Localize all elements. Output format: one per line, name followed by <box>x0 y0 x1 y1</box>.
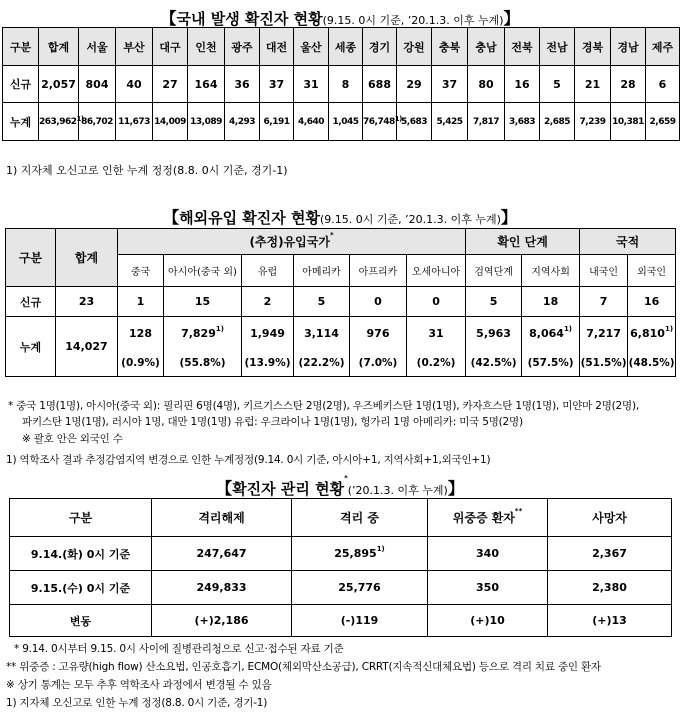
management-subtitle: (’20.1.3. 이후 누계) <box>347 484 448 497</box>
management-header <box>152 499 292 537</box>
domestic-cum-value <box>260 103 294 141</box>
management-row-914 <box>10 537 672 571</box>
domestic-new-value-text: 804 <box>85 77 109 91</box>
domestic-header <box>540 28 575 66</box>
imported-subheader <box>118 255 164 287</box>
imported-cum-value <box>118 317 164 351</box>
management-note-1: * 9.14. 0시부터 9.15. 0시 사이에 질병관리청으로 신고·접수된 자료 기준 <box>14 643 344 655</box>
management-row-label <box>10 605 152 637</box>
imported-pct-value-text: (7.0%) <box>358 357 398 370</box>
domestic-new-value-text: 37 <box>268 77 285 91</box>
domestic-header <box>225 28 260 66</box>
imported-pct-value <box>294 351 350 377</box>
domestic-new-value <box>505 66 540 103</box>
imported-subheader-text: 외국인 <box>637 267 667 278</box>
domestic-header-text: 전남 <box>546 40 568 54</box>
imported-pct-value <box>407 351 466 377</box>
domestic-cum-value-text: 5,683 <box>401 116 427 127</box>
management-value-text: 247,647 <box>196 547 247 560</box>
imported-subheader-text: 검역단계 <box>474 267 513 278</box>
imported-new-total <box>56 287 118 317</box>
domestic-cum-value-text: 10,381 <box>612 116 644 127</box>
domestic-cum-value <box>188 103 225 141</box>
imported-pct-value <box>118 351 164 377</box>
domestic-new-value-text: 16 <box>514 77 530 91</box>
management-value <box>152 605 292 637</box>
management-row-label-text: 9.14.(화) 0시 기준 <box>30 547 131 561</box>
management-value-text: 249,833 <box>196 581 247 594</box>
imported-cum-value <box>294 317 350 351</box>
domestic-cum-value-text: 13,089 <box>190 116 222 127</box>
management-table <box>9 498 672 637</box>
imported-pct-value-text: (57.5%) <box>527 357 574 370</box>
imported-cum-value-text: 5,963 <box>476 327 511 341</box>
imported-subheader <box>466 255 522 287</box>
management-title-text: 확진자 관리 현황 <box>232 480 345 498</box>
domestic-header <box>575 28 611 66</box>
imported-subheader-text: 오세아니아 <box>411 267 461 278</box>
imported-new-value <box>522 287 580 317</box>
management-header <box>428 499 548 537</box>
imported-subheader <box>580 255 628 287</box>
domestic-new-value <box>39 66 79 103</box>
domestic-new-value-text: 40 <box>126 77 142 91</box>
domestic-header <box>329 28 363 66</box>
management-value <box>428 537 548 571</box>
domestic-header-text: 경기 <box>368 40 391 54</box>
domestic-cum-value <box>39 103 84 141</box>
domestic-cum-value <box>329 103 363 141</box>
management-row-label <box>10 571 152 605</box>
domestic-header-text: 세종 <box>334 40 357 54</box>
domestic-header-text: 서울 <box>86 40 108 54</box>
imported-title: 【해외유입 확진자 현황(9.15. 0시 기준, ’20.1.3. 이후 누계)】 <box>163 208 517 227</box>
management-value <box>292 605 428 637</box>
domestic-header-text: 광주 <box>231 40 253 54</box>
domestic-new-value-text: 688 <box>368 77 391 91</box>
management-value <box>152 571 292 605</box>
domestic-header-text: 인천 <box>195 40 217 54</box>
imported-cum-value <box>242 317 294 351</box>
imported-pct-value-text: (48.5%) <box>628 357 675 370</box>
domestic-header <box>116 28 153 66</box>
domestic-cum-row <box>3 103 680 141</box>
management-value-text: 25,895 <box>334 547 377 560</box>
imported-new-value-text: 5 <box>317 295 326 308</box>
imported-cum-label-text: 누계 <box>19 340 42 354</box>
imported-cum-value <box>466 317 522 351</box>
management-value <box>292 537 428 571</box>
imported-cum-value-footnote: 1) <box>664 325 674 334</box>
domestic-cum-value-text: 4,640 <box>298 116 324 127</box>
domestic-header <box>260 28 294 66</box>
management-value <box>428 571 548 605</box>
domestic-new-value <box>363 66 397 103</box>
domestic-header-text: 대전 <box>265 40 288 54</box>
domestic-new-value-text: 164 <box>194 77 218 91</box>
management-note-2: ** 위중증 : 고유량(high flow) 산소요법, 인공호흡기, ECMO(체외막산소공급), CRRT(지속적신대체요법) 등으로 격리 치료 중인 환자 <box>6 661 601 673</box>
management-value-text: (-)119 <box>340 614 379 627</box>
management-value-text: 350 <box>476 581 499 594</box>
imported-new-value-text: 5 <box>489 295 498 308</box>
imported-cum-value-text: 128 <box>129 327 152 341</box>
imported-new-value-text: 1 <box>136 295 145 308</box>
imported-new-value <box>628 287 676 317</box>
domestic-header <box>188 28 225 66</box>
imported-pct-value-text: (13.9%) <box>244 357 291 370</box>
domestic-new-value-text: 37 <box>441 77 458 91</box>
domestic-cum-value-footnote: 1) <box>394 114 402 123</box>
imported-new-value <box>407 287 466 317</box>
domestic-header-text: 울산 <box>300 40 322 54</box>
imported-new-value-text: 7 <box>599 295 608 308</box>
domestic-new-value-text: 28 <box>620 77 636 91</box>
domestic-header <box>39 28 79 66</box>
domestic-new-value-text: 36 <box>234 77 250 91</box>
domestic-new-value <box>329 66 363 103</box>
domestic-new-value-text: 31 <box>303 77 319 91</box>
imported-note-3: ※ 괄호 안은 외국인 수 <box>22 433 123 445</box>
domestic-header-text: 충북 <box>438 40 461 54</box>
imported-group-stage: 확인 단계 <box>466 229 580 255</box>
imported-subheader <box>164 255 242 287</box>
imported-col-total: 합계 <box>56 229 118 287</box>
domestic-header <box>468 28 505 66</box>
imported-cum-total-text: 14,027 <box>65 340 108 353</box>
management-value <box>152 537 292 571</box>
imported-pct-value-text: (42.5%) <box>470 357 517 370</box>
domestic-cum-value-text: 7,817 <box>473 116 499 127</box>
domestic-cum-value <box>76 103 116 141</box>
imported-note-4: 1) 역학조사 결과 추정감염지역 변경으로 인한 누계정정(9.14. 0시 기준, 아시아+1, 지역사회+1,외국인+1) <box>6 454 491 466</box>
domestic-header-text: 경북 <box>581 40 604 54</box>
imported-subheader <box>242 255 294 287</box>
imported-cum-label <box>6 317 56 377</box>
domestic-new-value <box>260 66 294 103</box>
domestic-cum-value-text: 7,239 <box>579 116 606 127</box>
imported-cum-value <box>628 317 676 351</box>
domestic-header-text: 충남 <box>475 40 497 54</box>
imported-subheader <box>350 255 407 287</box>
management-value-text: 25,776 <box>338 581 381 594</box>
imported-new-value-text: 2 <box>263 295 272 308</box>
domestic-cum-value-text: 11,673 <box>118 116 150 127</box>
domestic-new-value-text: 29 <box>406 77 422 91</box>
imported-title-text: 해외유입 확진자 현황 <box>179 209 320 227</box>
domestic-new-value-text: 27 <box>162 77 178 91</box>
domestic-cum-label-text: 누계 <box>9 115 32 129</box>
imported-new-value-text: 16 <box>643 295 660 308</box>
domestic-header <box>505 28 540 66</box>
management-header-text: 구분 <box>68 511 93 525</box>
management-note-4: 1) 지자체 오신고로 인한 누계 정정(8.8. 0시 기준, 경기-1) <box>6 697 268 709</box>
management-value-footnote: 1) <box>376 545 385 553</box>
imported-cum-value-text: 8,064 <box>529 327 564 341</box>
management-value <box>292 571 428 605</box>
domestic-new-value <box>575 66 611 103</box>
management-value <box>548 605 672 637</box>
domestic-header-text: 합계 <box>47 40 70 54</box>
domestic-cum-value-text: 1,045 <box>332 116 359 127</box>
imported-new-total-text: 23 <box>78 295 95 308</box>
management-value-text: 340 <box>476 547 499 560</box>
imported-pct-value <box>522 351 580 377</box>
management-row-label-text: 변동 <box>69 614 92 628</box>
domestic-table <box>2 27 680 141</box>
domestic-header-text: 대구 <box>159 40 181 54</box>
imported-new-value <box>242 287 294 317</box>
domestic-new-value-text: 2,057 <box>41 77 76 91</box>
imported-new-value <box>118 287 164 317</box>
imported-note-1: * 중국 1명(1명), 아시아(중국 외): 필리핀 6명(4명), 키르기스스탄 2명(2명), 우즈베키스탄 1명(1명), 카자흐스탄 1명(1명), 미얀마 2명(2명), <box>8 400 640 412</box>
management-value-text: (+)13 <box>592 614 627 627</box>
imported-new-value <box>164 287 242 317</box>
imported-pct-value-text: (55.8%) <box>179 357 226 370</box>
imported-group-country-label: (추정)유입국가 <box>249 235 330 249</box>
management-header-text: 사망자 <box>592 511 627 525</box>
domestic-header-text: 강원 <box>403 40 425 54</box>
domestic-new-value <box>611 66 646 103</box>
imported-subheader-text: 지역사회 <box>531 267 570 278</box>
imported-cum-value-text: 3,114 <box>304 327 339 341</box>
domestic-note: 1) 지자체 오신고로 인한 누계 정정(8.8. 0시 기준, 경기-1) <box>6 164 288 177</box>
domestic-header <box>432 28 468 66</box>
imported-pct-value <box>242 351 294 377</box>
domestic-cum-value <box>505 103 540 141</box>
domestic-cum-value-text: 263,962 <box>39 116 77 127</box>
imported-cum-value <box>407 317 466 351</box>
domestic-header-text: 전북 <box>511 40 533 54</box>
domestic-cum-value <box>575 103 611 141</box>
domestic-new-value <box>540 66 575 103</box>
imported-subheader-text: 아프리카 <box>358 267 398 278</box>
imported-cum-value-text: 31 <box>428 327 444 341</box>
domestic-cum-value-text: 2,685 <box>544 116 570 127</box>
domestic-cum-value-text: 3,683 <box>509 116 535 127</box>
domestic-header-text: 구분 <box>9 40 32 54</box>
imported-group-nationality: 국적 <box>580 229 676 255</box>
domestic-cum-value-text: 86,702 <box>81 116 113 127</box>
domestic-header <box>3 28 39 66</box>
imported-cum-row <box>6 317 676 351</box>
domestic-header <box>79 28 116 66</box>
imported-new-label <box>6 287 56 317</box>
domestic-cum-value <box>225 103 260 141</box>
imported-cum-value-text: 1,949 <box>250 327 285 341</box>
domestic-cum-value <box>468 103 505 141</box>
imported-group-country <box>118 229 466 255</box>
imported-group-country-sup: * <box>329 231 334 239</box>
imported-new-value <box>580 287 628 317</box>
management-title-sup: * <box>344 474 348 482</box>
imported-subheader-text: 내국인 <box>589 267 619 278</box>
imported-subheader <box>522 255 580 287</box>
domestic-subtitle: (9.15. 0시 기준, ’20.1.3. 이후 누계) <box>322 14 504 27</box>
management-value-text: (+)2,186 <box>194 614 249 627</box>
imported-pct-value-text: (0.9%) <box>121 357 160 370</box>
management-value-text: 2,367 <box>592 547 627 560</box>
imported-new-label-text: 신규 <box>19 295 42 309</box>
domestic-cum-value <box>363 103 402 141</box>
domestic-header-text: 경남 <box>617 40 639 54</box>
management-row-915 <box>10 571 672 605</box>
domestic-new-value-text: 6 <box>658 77 667 91</box>
imported-pct-value-text: (22.2%) <box>298 357 345 370</box>
domestic-new-value <box>646 66 680 103</box>
management-row-change <box>10 605 672 637</box>
domestic-cum-value-text: 6,191 <box>263 116 290 127</box>
management-header <box>10 499 152 537</box>
imported-table <box>5 228 676 377</box>
imported-new-value-text: 15 <box>194 295 211 308</box>
domestic-cum-value-text: 4,293 <box>229 116 255 127</box>
domestic-title-text: 국내 발생 확진자 현황 <box>176 10 323 28</box>
imported-new-value <box>294 287 350 317</box>
imported-cum-value-text: 976 <box>366 327 390 341</box>
imported-new-value-text: 0 <box>374 295 382 308</box>
domestic-new-label <box>3 66 39 103</box>
domestic-new-value <box>397 66 432 103</box>
management-value-text: (+)10 <box>470 614 505 627</box>
domestic-new-value <box>116 66 153 103</box>
imported-subheader <box>628 255 676 287</box>
management-value <box>548 537 672 571</box>
imported-header-row1 <box>6 229 676 255</box>
domestic-new-value <box>153 66 188 103</box>
management-header-row <box>10 499 672 537</box>
imported-pct-value-text: (0.2%) <box>416 357 456 370</box>
imported-subheader-text: 유럽 <box>257 267 278 278</box>
imported-cum-value-footnote: 1) <box>563 325 573 334</box>
imported-cum-value <box>350 317 407 351</box>
management-note-3: ※ 상기 통계는 모두 추후 역학조사 과정에서 변경될 수 있음 <box>6 679 272 691</box>
domestic-new-value <box>188 66 225 103</box>
domestic-cum-value <box>540 103 575 141</box>
domestic-cum-label <box>3 103 39 141</box>
domestic-header <box>363 28 397 66</box>
domestic-new-value <box>468 66 505 103</box>
imported-subheader-text: 아시아(중국 외) <box>168 267 237 278</box>
domestic-cum-value <box>116 103 153 141</box>
imported-col-gubun: 구분 <box>6 229 56 287</box>
domestic-cum-value-text: 14,009 <box>154 116 186 127</box>
imported-new-value <box>466 287 522 317</box>
imported-note-2: 파키스탄 1명(1명), 러시아 1명, 대만 1명(1명) 유럽: 우크라이나 1명(1명), 헝가리 1명 아메리카: 미국 5명(2명) <box>22 416 523 428</box>
domestic-new-value <box>79 66 116 103</box>
imported-subheader <box>294 255 350 287</box>
management-header-footnote: ** <box>514 507 523 515</box>
domestic-cum-value <box>611 103 646 141</box>
imported-pct-value <box>466 351 522 377</box>
imported-subtitle: (9.15. 0시 기준, ’20.1.3. 이후 누계) <box>319 213 501 226</box>
imported-cum-value-text: 7,829 <box>181 327 216 341</box>
domestic-new-value-text: 8 <box>341 77 350 91</box>
domestic-cum-value <box>432 103 468 141</box>
domestic-cum-value <box>646 103 680 141</box>
management-header <box>292 499 428 537</box>
domestic-header-text: 제주 <box>651 40 674 54</box>
imported-pct-value <box>580 351 628 377</box>
management-title: 【확진자 관리 현황*(’20.1.3. 이후 누계)】 <box>216 474 464 498</box>
imported-subheader <box>407 255 466 287</box>
domestic-new-value-text: 21 <box>584 77 601 91</box>
imported-cum-total <box>56 317 118 377</box>
domestic-header-row <box>3 28 680 66</box>
domestic-new-row <box>3 66 680 103</box>
domestic-cum-value-text: 76,748 <box>363 116 395 127</box>
management-row-label <box>10 537 152 571</box>
domestic-cum-value <box>294 103 329 141</box>
imported-cum-value <box>580 317 628 351</box>
management-header-text: 격리해제 <box>198 511 245 525</box>
imported-pct-value-text: (51.5%) <box>580 357 627 370</box>
imported-cum-value-text: 7,217 <box>586 327 621 341</box>
management-value <box>428 605 548 637</box>
management-header-text: 위중증 환자 <box>452 511 515 525</box>
domestic-cum-value-text: 5,425 <box>436 116 463 127</box>
imported-new-value-text: 0 <box>432 295 440 308</box>
imported-pct-value <box>164 351 242 377</box>
imported-pct-value <box>350 351 407 377</box>
domestic-new-value <box>294 66 329 103</box>
domestic-header <box>294 28 329 66</box>
domestic-cum-value-text: 2,659 <box>649 116 676 127</box>
imported-cum-value-text: 6,810 <box>630 327 665 341</box>
domestic-cum-value-footnote: 1) <box>76 114 84 123</box>
domestic-header <box>397 28 432 66</box>
imported-subheader-text: 아메리카 <box>302 267 341 278</box>
domestic-header <box>153 28 188 66</box>
domestic-title: 【국내 발생 확진자 현황(9.15. 0시 기준, ’20.1.3. 이후 누계)】 <box>160 9 520 28</box>
domestic-header <box>646 28 680 66</box>
imported-pct-value <box>628 351 676 377</box>
management-header-text: 격리 중 <box>340 511 379 525</box>
management-header <box>548 499 672 537</box>
domestic-new-label-text: 신규 <box>9 78 32 91</box>
imported-cum-value <box>164 317 242 351</box>
management-value-text: 2,380 <box>592 581 627 594</box>
domestic-new-value <box>225 66 260 103</box>
domestic-header-text: 부산 <box>123 40 145 54</box>
imported-cum-value <box>522 317 580 351</box>
imported-new-row <box>6 287 676 317</box>
management-value <box>548 571 672 605</box>
imported-new-value <box>350 287 407 317</box>
domestic-header <box>611 28 646 66</box>
domestic-new-value-text: 80 <box>478 77 494 91</box>
imported-cum-value-footnote: 1) <box>215 325 224 334</box>
management-row-label-text: 9.15.(수) 0시 기준 <box>30 581 131 595</box>
imported-subheader-text: 중국 <box>130 267 151 278</box>
imported-new-value-text: 18 <box>542 295 559 308</box>
domestic-new-value <box>432 66 468 103</box>
domestic-cum-value <box>153 103 188 141</box>
domestic-new-value-text: 5 <box>553 77 561 91</box>
